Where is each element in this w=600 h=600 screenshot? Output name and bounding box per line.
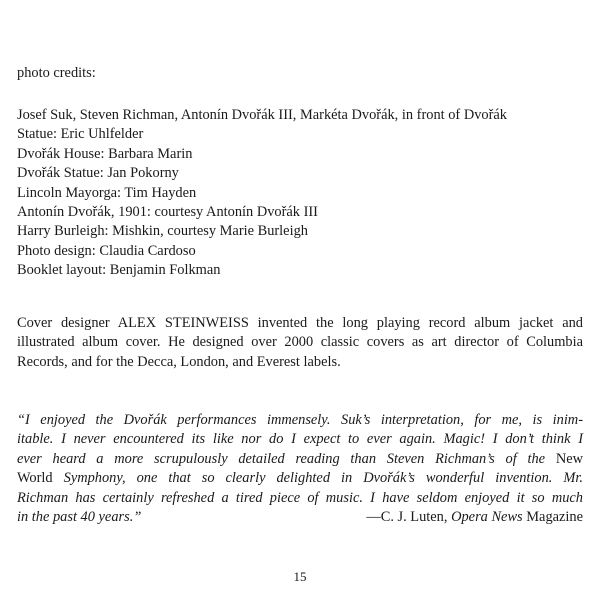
designer-note: Cover designer ALEX STEINWEISS invented the long playing record album jacket and illustrated album cover. He designed over 2000 classic covers as art director of Columbia Records, and for the Decca, London, and Everest labels.: [17, 315, 583, 370]
credit-line: Statue: Eric Uhlfelder: [17, 126, 144, 143]
quote-text-roman: World: [17, 470, 53, 487]
credit-line: Booklet layout: Benjamin Folkman: [17, 262, 221, 279]
quote-line: [17, 469, 583, 488]
quote-line: itable. I never encountered its like nor do I expect to ever again. Magic! I don’t think I: [17, 431, 583, 448]
attribution-publication: Opera News: [451, 509, 523, 526]
credit-line: Harry Burleigh: Mishkin, courtesy Marie Burleigh: [17, 223, 308, 240]
quote-text: Symphony, one that so clearly delighted in Dvořák’s wonderful invention. Mr.: [63, 470, 583, 487]
review-quote: [17, 411, 583, 527]
credit-line: Lincoln Mayorga: Tim Hayden: [17, 184, 197, 201]
credit-line: Antonín Dvořák, 1901: courtesy Antonín Dvořák III: [17, 204, 318, 221]
credit-line: Photo design: Claudia Cardoso: [17, 242, 196, 259]
credit-line: Dvořák House: Barbara Marin: [17, 145, 193, 162]
credit-line: Josef Suk, Steven Richman, Antonín Dvořák III, Markéta Dvořák, in front of Dvořák: [17, 107, 507, 123]
quote-text: in the past 40 years.”: [17, 509, 142, 526]
credit-line: Dvořák Statue: Jan Pokorny: [17, 165, 179, 182]
attribution-suffix: Magazine: [526, 509, 583, 526]
quote-text: ever heard a more scrupulously detailed reading than Steven Richman’s of the: [17, 450, 546, 467]
quote-line: Richman has certainly refreshed a tired piece of music. I have seldom enjoyed it so much: [17, 489, 583, 506]
credits-heading: photo credits:: [17, 65, 96, 81]
quote-attribution: [366, 508, 583, 527]
quote-text-roman: New: [555, 450, 583, 467]
quote-line: “I enjoyed the Dvořák performances immensely. Suk’s interpretation, for me, is inim-: [17, 412, 583, 428]
page-number: 15: [293, 569, 307, 584]
quote-line: [17, 450, 583, 469]
credits-list: [17, 106, 583, 281]
quote-line: [17, 508, 583, 527]
attribution-prefix: —C. J. Luten,: [366, 509, 448, 526]
